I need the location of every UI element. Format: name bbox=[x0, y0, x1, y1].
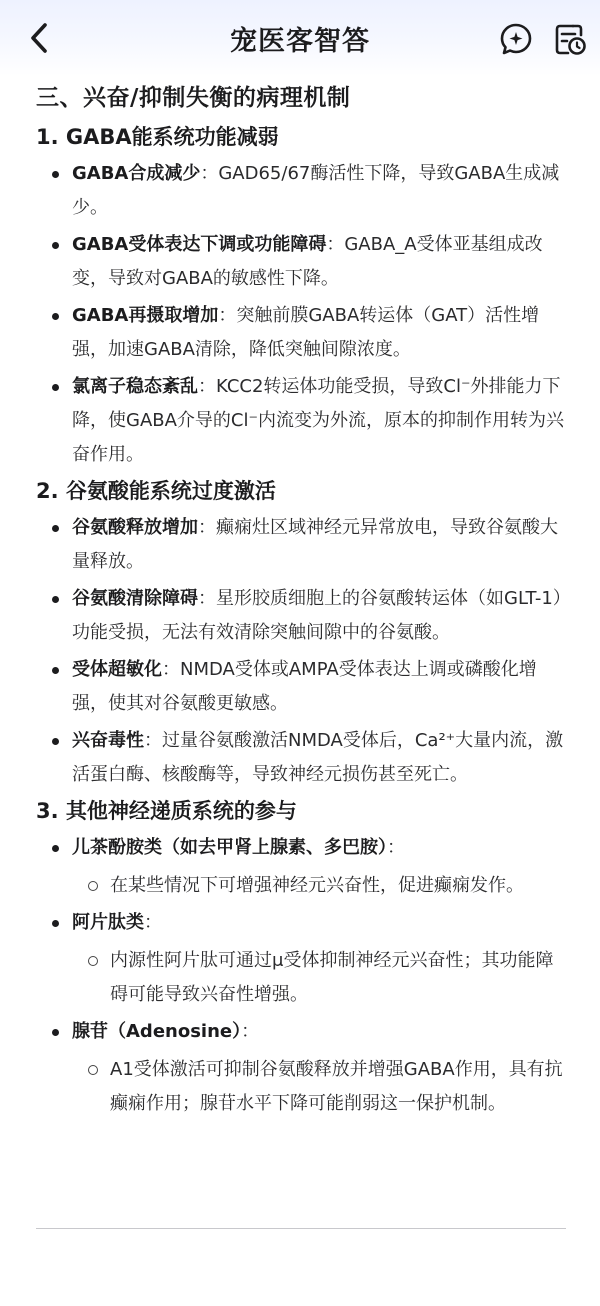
divider bbox=[36, 1228, 566, 1229]
history-icon bbox=[551, 21, 587, 57]
history-button[interactable] bbox=[550, 20, 588, 58]
section-heading: 三、兴奋/抑制失衡的病理机制 bbox=[36, 85, 351, 111]
bullet-list bbox=[36, 157, 564, 472]
list-item: GABA合成减少：GAD65/67酶活性下降，导致GABA生成减少。 bbox=[36, 157, 564, 225]
bullet-list bbox=[36, 831, 564, 1121]
list-item: 受体超敏化：NMDA受体或AMPA受体表达上调或磷酸化增强，使其对谷氨酸更敏感。 bbox=[36, 653, 564, 721]
subsection-heading: 3. 其他神经递质系统的参与 bbox=[36, 799, 297, 823]
sub-list-item: 内源性阿片肽可通过μ受体抑制神经元兴奋性；其功能障碍可能导致兴奋性增强。 bbox=[72, 944, 564, 1012]
subsection-heading: 1. GABA能系统功能减弱 bbox=[36, 125, 279, 149]
list-item: 儿茶酚胺类（如去甲肾上腺素、多巴胺）： 在某些情况下可增强神经元兴奋性，促进癫痫发作。 bbox=[36, 831, 564, 903]
list-item: GABA再摄取增加：突触前膜GABA转运体（GAT）活性增强，加速GABA清除，降低突触间隙浓度。 bbox=[36, 299, 564, 367]
sub-bullet-list bbox=[72, 944, 564, 1012]
subsection-heading: 2. 谷氨酸能系统过度激活 bbox=[36, 479, 276, 503]
sub-bullet-list bbox=[72, 869, 564, 903]
list-item: 腺苷（Adenosine）： A1受体激活可抑制谷氨酸释放并增强GABA作用，具有抗癫痫作用；腺苷水平下降可能削弱这一保护机制。 bbox=[36, 1015, 564, 1121]
sub-list-item: A1受体激活可抑制谷氨酸释放并增强GABA作用，具有抗癫痫作用；腺苷水平下降可能削弱这一保护机制。 bbox=[72, 1053, 564, 1121]
bottom-fade bbox=[0, 1230, 600, 1306]
list-item: 谷氨酸清除障碍：星形胶质细胞上的谷氨酸转运体（如GLT-1）功能受损，无法有效清除突触间隙中的谷氨酸。 bbox=[36, 582, 564, 650]
sub-list-item: 在某些情况下可增强神经元兴奋性，促进癫痫发作。 bbox=[72, 869, 564, 903]
bullet-list bbox=[36, 511, 564, 792]
list-item: GABA受体表达下调或功能障碍：GABA_A受体亚基组成改变，导致对GABA的敏感性下降。 bbox=[36, 228, 564, 296]
ai-chat-button[interactable] bbox=[497, 20, 535, 58]
answer-content bbox=[0, 80, 600, 1121]
ai-chat-icon bbox=[498, 21, 534, 57]
sub-bullet-list bbox=[72, 1053, 564, 1121]
page-title: 宠医客智答 bbox=[230, 26, 370, 57]
list-item: 氯离子稳态紊乱：KCC2转运体功能受损，导致Cl⁻外排能力下降，使GABA介导的Cl⁻内流变为外流，原本的抑制作用转为兴奋作用。 bbox=[36, 370, 564, 472]
list-item: 阿片肽类： 内源性阿片肽可通过μ受体抑制神经元兴奋性；其功能障碍可能导致兴奋性增强。 bbox=[36, 906, 564, 1012]
list-item: 兴奋毒性：过量谷氨酸激活NMDA受体后，Ca²⁺大量内流，激活蛋白酶、核酸酶等，导致神经元损伤甚至死亡。 bbox=[36, 724, 564, 792]
header-bar bbox=[0, 0, 600, 76]
list-item: 谷氨酸释放增加：癫痫灶区域神经元异常放电，导致谷氨酸大量释放。 bbox=[36, 511, 564, 579]
